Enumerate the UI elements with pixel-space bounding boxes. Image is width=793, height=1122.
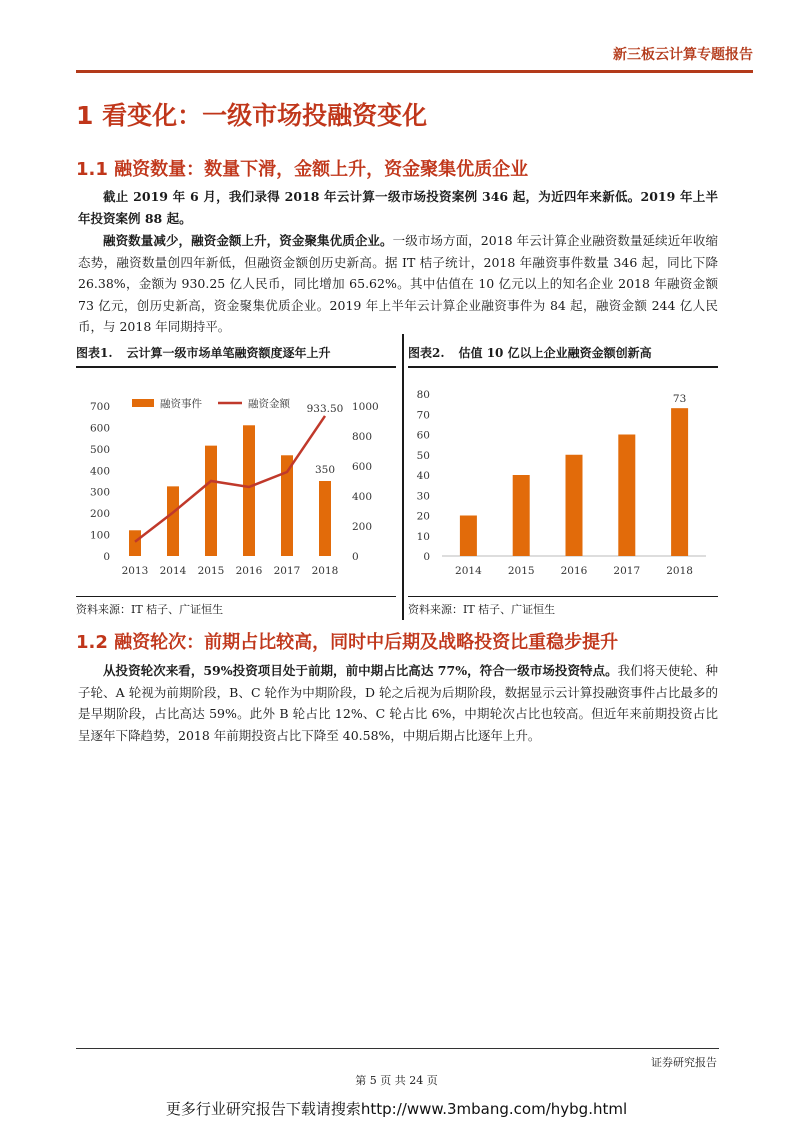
- y-tick-label: 30: [416, 490, 430, 503]
- y-right-tick-label: 600: [352, 461, 373, 473]
- subsection-heading-1-1: 1.1 融资数量：数量下滑，金额上升，资金聚集优质企业: [76, 159, 529, 180]
- header-rule: [76, 70, 753, 73]
- x-tick-label: 2013: [121, 565, 149, 577]
- figure-1-source: 资料来源：IT 桔子、广证恒生: [76, 596, 396, 617]
- y-left-tick-label: 0: [103, 551, 110, 563]
- x-tick-label: 2015: [507, 565, 535, 577]
- x-tick-label: 2015: [197, 565, 225, 577]
- x-tick-label: 2017: [273, 565, 301, 577]
- legend-swatch-bar: [132, 399, 154, 407]
- bar: [618, 435, 635, 557]
- bar: [671, 408, 688, 556]
- figure-1-title: [76, 340, 396, 368]
- subsection-heading-1-2: 1.2 融资轮次：前期占比较高，同时中后期及战略投资比重稳步提升: [76, 632, 619, 653]
- y-left-tick-label: 700: [89, 401, 110, 413]
- x-tick-label: 2014: [455, 565, 482, 577]
- bar-data-label: 73: [672, 393, 687, 406]
- paragraph-bold-lead: 从投资轮次来看，59%投资项目处于前期，前中期占比高达 77%，符合一级市场投资特点。: [103, 663, 618, 678]
- x-tick-label: 2016: [235, 565, 263, 577]
- line-series: [135, 416, 325, 542]
- x-tick-label: 2018: [666, 565, 693, 577]
- paragraph-financing-rounds: [78, 660, 718, 746]
- report-header-title: 新三板云计算专题报告: [613, 47, 753, 63]
- y-tick-label: 10: [416, 530, 430, 543]
- figure-2-number: 图表2.: [408, 346, 445, 360]
- legend-label: 融资金额: [248, 398, 290, 410]
- bar: [513, 475, 530, 556]
- y-left-tick-label: 100: [89, 529, 110, 542]
- y-right-tick-label: 1000: [352, 401, 379, 413]
- figure-1-number: 图表1.: [76, 346, 113, 360]
- y-left-tick-label: 200: [89, 508, 110, 521]
- x-tick-label: 2018: [311, 565, 339, 577]
- y-left-tick-label: 600: [89, 422, 110, 435]
- legend-label: 融资事件: [160, 398, 202, 410]
- bar-chart: [408, 370, 718, 594]
- x-tick-label: 2014: [159, 565, 187, 577]
- page-number: 第 5 页 共 24 页: [355, 1074, 438, 1087]
- y-right-tick-label: 800: [352, 431, 373, 443]
- paragraph-body: 一级市场方面，2018 年云计算企业融资数量延续近年收缩态势，融资数量创四年新低，但融资金额创历史新高。据 IT 桔子统计，2018 年融资事件数量 346 起，同比下降 26.38%，金额为 930.25 亿人民币，同比增加 65.62%。其中估值在 10 亿元以上的知名企业 2018 年融资金额 73 亿元，创历史新高，资金聚集优质企业。2019 年上半年云计算企业融资事件为 84 起，融资金额 244 亿人民币，与 2018 年同期持平。: [78, 233, 718, 334]
- line-data-label: 933.50: [306, 402, 344, 415]
- paragraph-financing-amount: [78, 230, 718, 338]
- y-tick-label: 20: [416, 510, 430, 523]
- y-left-tick-label: 400: [89, 465, 110, 478]
- bar: [167, 486, 179, 556]
- bar: [566, 455, 583, 556]
- y-right-tick-label: 400: [352, 491, 373, 503]
- paragraph-bold-lead: 融资数量减少，融资金额上升，资金聚集优质企业。: [103, 233, 393, 248]
- bar: [205, 446, 217, 556]
- download-link-text[interactable]: 更多行业研究报告下载请搜索http://www.3mbang.com/hybg.html: [165, 1100, 628, 1118]
- y-tick-label: 70: [416, 409, 430, 422]
- paragraph-bold-lead: 截止 2019 年 6 月，我们录得 2018 年云计算一级市场投资案例 346 起，为近四年来新低。2019 年上半年投资案例 88 起。: [78, 189, 718, 226]
- figure-1-caption: 云计算一级市场单笔融资额度逐年上升: [126, 346, 331, 360]
- bar: [129, 530, 141, 556]
- figure-2: [408, 340, 718, 620]
- footer-rule: [76, 1048, 719, 1049]
- figure-divider: [402, 334, 404, 620]
- bar: [243, 425, 255, 556]
- y-left-tick-label: 300: [89, 486, 110, 499]
- bar: [460, 516, 477, 557]
- y-tick-label: 80: [416, 389, 430, 401]
- figure-2-title: [408, 340, 718, 368]
- combo-chart: [76, 370, 396, 594]
- y-tick-label: 40: [416, 470, 430, 482]
- y-tick-label: 60: [416, 429, 430, 442]
- paragraph-investment-cases: [78, 186, 718, 229]
- y-tick-label: 50: [416, 449, 430, 462]
- figure-2-caption: 估值 10 亿以上企业融资金额创新高: [458, 346, 652, 360]
- x-tick-label: 2017: [613, 565, 641, 577]
- y-right-tick-label: 200: [352, 521, 373, 533]
- x-tick-label: 2016: [560, 565, 588, 577]
- section-heading: 1 看变化：一级市场投融资变化: [76, 101, 428, 130]
- bar: [319, 481, 331, 556]
- figure-1: [76, 340, 396, 620]
- figure-2-source: 资料来源：IT 桔子、广证恒生: [408, 596, 718, 617]
- y-right-tick-label: 0: [352, 551, 359, 563]
- paragraph-body: 我们将天使轮、种子轮、A 轮视为前期阶段，B、C 轮作为中期阶段，D 轮之后视为后期阶段，数据显示云计算投融资事件占比最多的是早期阶段，占比高达 59%。此外 B 轮占比 12%、C 轮占比 6%，中期轮次占比也较高。但近年来前期投资占比呈逐年下降趋势，2018 年前期投资占比下降至 40.58%，中期后期占比逐年上升。: [78, 663, 718, 743]
- footer-doc-type: 证券研究报告: [651, 1056, 717, 1069]
- y-left-tick-label: 500: [89, 443, 110, 456]
- y-tick-label: 0: [423, 551, 430, 563]
- bar-data-label: 350: [314, 464, 336, 476]
